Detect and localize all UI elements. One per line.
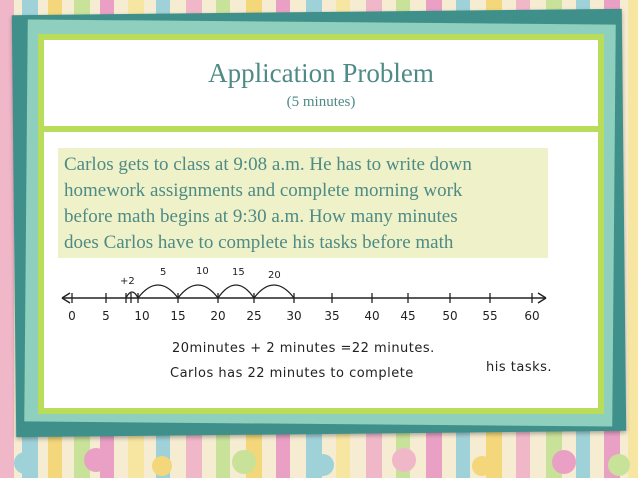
tick-label-45: 45 xyxy=(400,309,416,323)
tick-label-0: 0 xyxy=(68,309,76,323)
tick-label-50: 50 xyxy=(442,309,458,323)
tick-label-5: 5 xyxy=(102,309,110,323)
tick-label-35: 35 xyxy=(324,309,340,323)
problem-line-1: Carlos gets to class at 9:08 a.m. He has to write down xyxy=(64,154,472,175)
equation-line: 20minutes + 2 minutes =22 minutes. xyxy=(172,341,435,356)
problem-line-4: does Carlos have to complete his tasks before math xyxy=(64,232,454,253)
tick-label-25: 25 xyxy=(246,309,262,323)
jump-label-plus-2: +2 xyxy=(120,276,135,287)
problem-line-3: before math begins at 9:30 a.m. How many minutes xyxy=(64,206,458,227)
answer-line-part2: his tasks. xyxy=(486,360,553,375)
answer-line-part1: Carlos has 22 minutes to complete xyxy=(170,366,414,381)
jump-arc-5 xyxy=(138,285,178,298)
tick-label-60: 60 xyxy=(524,309,540,323)
slide-subtitle: (5 minutes) xyxy=(286,94,356,110)
tick-label-20: 20 xyxy=(210,309,226,323)
slide-title: Application Problem xyxy=(208,58,434,88)
tick-label-15: 15 xyxy=(170,309,186,323)
problem-line-2: homework assignments and complete morning work xyxy=(64,180,463,201)
jump-arc-15 xyxy=(218,285,254,298)
jump-label-5: 5 xyxy=(160,267,167,278)
number-line-diagram xyxy=(50,262,570,328)
jump-arc-plus-2 xyxy=(126,292,138,298)
tick-label-55: 55 xyxy=(482,309,498,323)
jump-label-20: 20 xyxy=(268,270,281,281)
jump-label-10: 10 xyxy=(196,266,209,277)
jump-arc-20 xyxy=(254,285,294,298)
jump-arc-10 xyxy=(178,285,218,298)
tick-label-10: 10 xyxy=(134,309,150,323)
tick-label-40: 40 xyxy=(364,309,380,323)
jump-label-15: 15 xyxy=(232,267,245,278)
tick-label-30: 30 xyxy=(286,309,302,323)
